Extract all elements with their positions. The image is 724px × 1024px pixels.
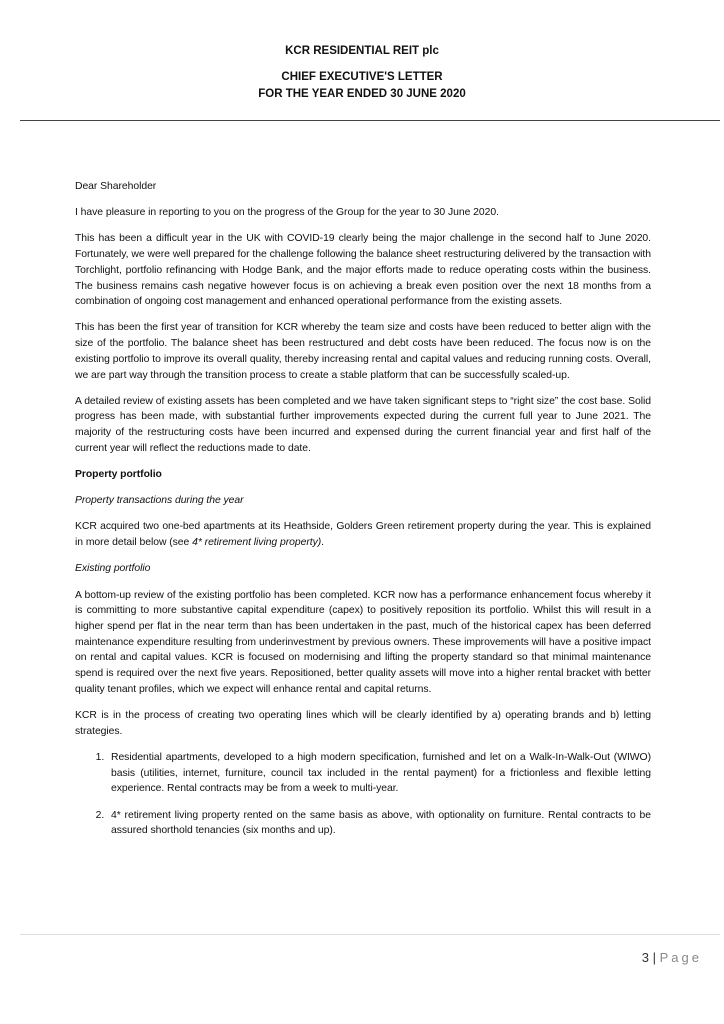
document-subtitle: FOR THE YEAR ENDED 30 JUNE 2020 [258,88,466,100]
page-number-value: 3 [641,950,649,965]
company-name: KCR RESIDENTIAL REIT plc [285,45,439,57]
paragraph: This has been a difficult year in the UK with COVID-19 clearly being the major challenge in the second half to June 2020. Fortunately, we were well prepared for the challenge following the balance sheet restructuring delivered by the transaction with Torchlight, portfolio refinancing with Hodge Bank, and the major efforts made to reduce operating costs within the business. The business remains cash negative however focus is on achieving a break even position over the next 18 months from a combination of ongoing cost management and enhanced operational performance from the existing assets. [75,233,651,308]
subsection-heading: Property transactions during the year [75,495,244,507]
page-label: Page [659,950,702,965]
document-title: CHIEF EXECUTIVE'S LETTER [281,71,443,83]
salutation: Dear Shareholder [75,181,157,192]
paragraph: This has been the first year of transition for KCR whereby the team size and costs have been reduced to better align with the size of the portfolio. The balance sheet has been restructured and debt costs have been reduced. The focus now is on the existing portfolio to improve its overall quality, thereby increasing rental and capital values and reducing running costs. Overall, we are part way through the transition process to create a stable platform that can be successfully scaled-up. [75,322,651,381]
paragraph: I have pleasure in reporting to you on the progress of the Group for the year to 30 June 2020. [75,207,499,219]
footer-divider [20,934,720,935]
section-heading: Property portfolio [75,469,162,481]
letter-body [75,179,651,849]
operating-lines-list [75,750,651,839]
list-item: 2. 4* retirement living property rented on the same basis as above, with optionality on furniture. Rental contracts to be assured shorthold tenancies (six months and up). [107,808,651,839]
paragraph: KCR is in the process of creating two operating lines which will be clearly identified by a) operating brands and b) letting strategies. [75,709,651,737]
list-item: 1. Residential apartments, developed to a high modern specification, furnished and let on a Walk-In-Walk-Out (WIWO) basis (utilities, internet, furniture, council tax included in the rental payment) for a frictionless and flexible letting experience. Rental contracts may be from a week to multi-year. [107,750,651,797]
page-number [642,950,702,965]
cross-reference: 4* retirement living property) [192,537,322,549]
paragraph: A detailed review of existing assets has been completed and we have taken significant steps to “right size” the cost base. Solid progress has been made, with substantial further improvements expected during the current full year to June 2021. The majority of the restructuring costs have been incurred and expensed during the current financial year and first half of the current year will reflect the reductions made to date. [75,395,651,454]
paragraph: A bottom-up review of the existing portfolio has been completed. KCR now has a performance enhancement focus whereby it is committing to more substantive capital expenditure (capex) to positively reposition its portfolio. Whilst this will result in a higher spend per flat in the near term than has been undertaken in the past, much of the historical capex has been deferred maintenance expenditure resulting from underinvestment by previous owners. These improvements will have a positive impact on rental and capital values. KCR is focused on modernising and lifting the property standard so that minimal maintenance spend is required over the next five years. Repositioned, better quality assets will move into a higher rental bracket with better quality tenant profiles, which we expect will enhance rental and capital returns. [75,589,651,695]
paragraph-text: KCR acquired two one-bed apartments at its Heathside, Golders Green retirement property during the year. This is explained in more detail below (see [75,521,651,549]
paragraph [75,519,651,550]
subsection-heading: Existing portfolio [75,563,151,575]
page-separator: | [652,950,656,965]
header-divider [20,120,720,121]
paragraph-text: . [321,537,324,549]
